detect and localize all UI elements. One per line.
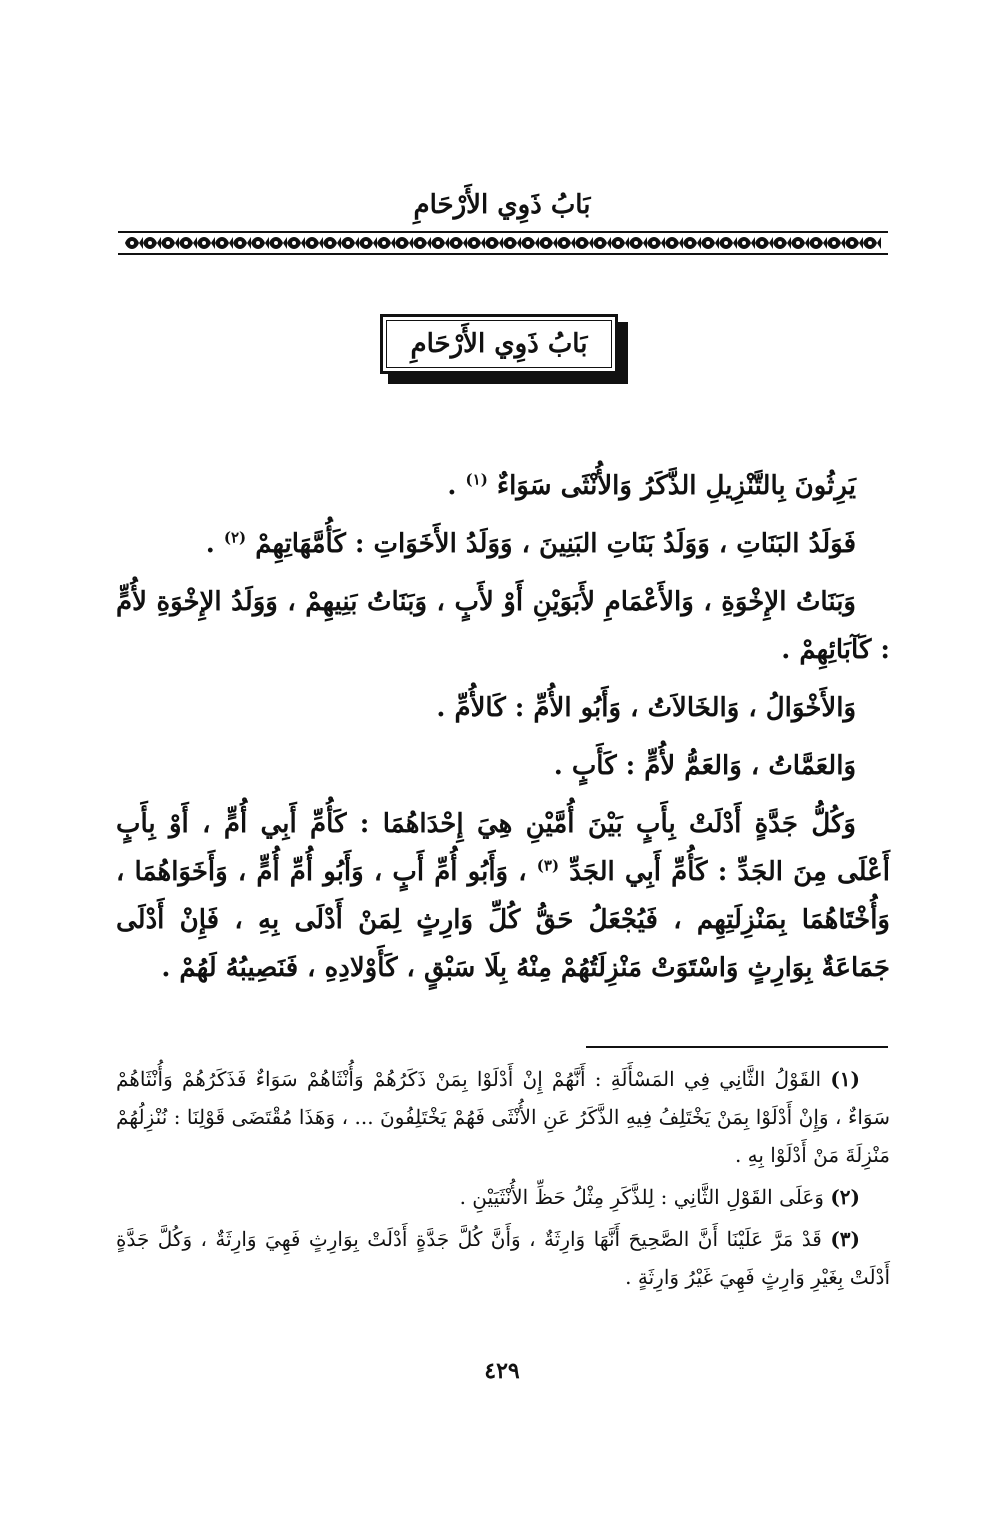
- paragraph-5: وَالعَمَّاتُ ، وَالعَمُّ لأُمٍّ : كَأَبٍ .: [553, 751, 856, 781]
- paragraph-2: [116, 520, 890, 568]
- footnotes: [116, 1060, 890, 1300]
- chapter-title-box: [380, 314, 630, 386]
- floral-border-icon: [118, 230, 888, 256]
- paragraph-3: وَبَنَاتُ الإِخْوَةِ ، وَالأَعْمَامِ لأَبَوَيْنِ أَوْ لأَبٍ ، وَبَنَاتُ بَنِيهِمْ ، وَوَلَدُ الإِخْوَةِ لأُمٍّ : كَآبَائِهِمْ .: [116, 587, 890, 665]
- footnote-ref-1: (١): [465, 470, 488, 489]
- paragraph-6: [116, 800, 890, 992]
- footnote-ref-2: (٢): [223, 528, 247, 547]
- paragraph-1-text: يَرِثُونَ بِالتَّنْزِيلِ الذَّكَرُ وَالأُنْثَى سَوَاءٌ: [496, 471, 856, 501]
- paragraph-6-rest: ، وَأَبُو أُمِّ أَبٍ ، وَأَبُو أُمِّ أُمٍّ ، وَأَخَوَاهُمَا ، وَأُخْتَاهُمَا بِمَنْزِلَتِهِم ، فَيُجْعَلُ حَقُّ كُلِّ وَارِثٍ لِمَنْ أَدْلَى بِهِ ، فَإِنْ أَدْلَى جَمَاعَةٌ بِوَارِثٍ وَاسْتَوَتْ مَنْزِلَتُهُمْ مِنْهُ بِلَا سَبْقٍ ، كَأَوْلادِهِ ، فَنَصِيبُهُ لَهُمْ .: [116, 857, 890, 983]
- footnote-number-3: (٣): [830, 1227, 860, 1251]
- paragraph-1-end: .: [447, 471, 466, 501]
- main-text: [116, 462, 890, 1002]
- paragraph-2-text: فَوَلَدُ البَنَاتِ ، وَوَلَدُ بَنَاتِ البَنِينَ ، وَوَلَدُ الأَخَوَاتِ : كَأُمَّهَاتِهِمْ: [255, 529, 856, 559]
- paragraph-4: وَالأَخْوَالُ ، وَالخَالاَتُ ، وَأَبُو الأُمِّ : كَالأُمِّ .: [436, 693, 856, 723]
- footnote-1: [116, 1060, 890, 1174]
- page-number: ٤٢٩: [484, 1358, 520, 1384]
- footnote-text-3: قَدْ مَرَّ عَلَيْنَا أَنَّ الصَّحِيحَ أَنَّهَا وَارِثَةٌ ، وَأَنَّ كُلَّ جَدَّةٍ أَدْلَتْ بِوَارِثٍ فَهِيَ وَارِثَةٌ ، وَكُلَّ جَدَّةٍ أَدْلَتْ بِغَيْرِ وَارِثٍ فَهِيَ غَيْرُ وَارِثَةٍ .: [116, 1227, 890, 1289]
- paragraph-2-end: .: [205, 529, 224, 559]
- paragraph-1: [116, 462, 890, 510]
- footnote-3: [116, 1220, 890, 1296]
- chapter-title: بَابُ ذَوِي الأَرْحَامِ: [380, 314, 618, 374]
- footnote-2: [116, 1178, 890, 1216]
- paragraph-6-text: وَكُلُّ جَدَّةٍ أَدْلَتْ بِأَبٍ بَيْنَ أُمَّيْنِ هِيَ إِحْدَاهُمَا : كَأُمِّ أَبِي أُمٍّ ، أَوْ بِأَبٍ أَعْلَى مِنَ الجَدِّ : كَأُمِّ أَبِي الجَدِّ: [116, 809, 890, 887]
- footnote-ref-3: (٣): [536, 856, 560, 875]
- footnote-separator: [586, 1046, 888, 1048]
- footnote-text-1: القَوْلُ الثَّانِي فِي المَسْأَلَةِ : أَنَّهُمْ إِنْ أَدْلَوْا بِمَنْ ذَكَرُهُمْ وَأُنْثَاهُمْ سَوَاءٌ فَذَكَرُهُمْ وَأُنْثَاهُمْ سَوَاءٌ ، وَإِنْ أَدْلَوْا بِمَنْ يَخْتَلِفُ فِيهِ الذَّكَرُ عَنِ الأُنْثَى فَهُمْ يَخْتَلِفُونَ ... ، وَهَذَا مُقْتَضَى قَوْلِنَا : نُنْزِلُهُمْ مَنْزِلَةَ مَنْ أَدْلَوْا بِهِ .: [116, 1067, 890, 1167]
- footnote-text-2: وَعَلَى القَوْلِ الثَّانِي : لِلذَّكَرِ مِثْلُ حَظِّ الأُنْثَيَيْنِ .: [459, 1185, 824, 1209]
- footnote-number-2: (٢): [830, 1185, 860, 1209]
- footnote-number-1: (١): [830, 1067, 861, 1091]
- running-header: بَابُ ذَوِي الأَرْحَامِ: [413, 190, 591, 220]
